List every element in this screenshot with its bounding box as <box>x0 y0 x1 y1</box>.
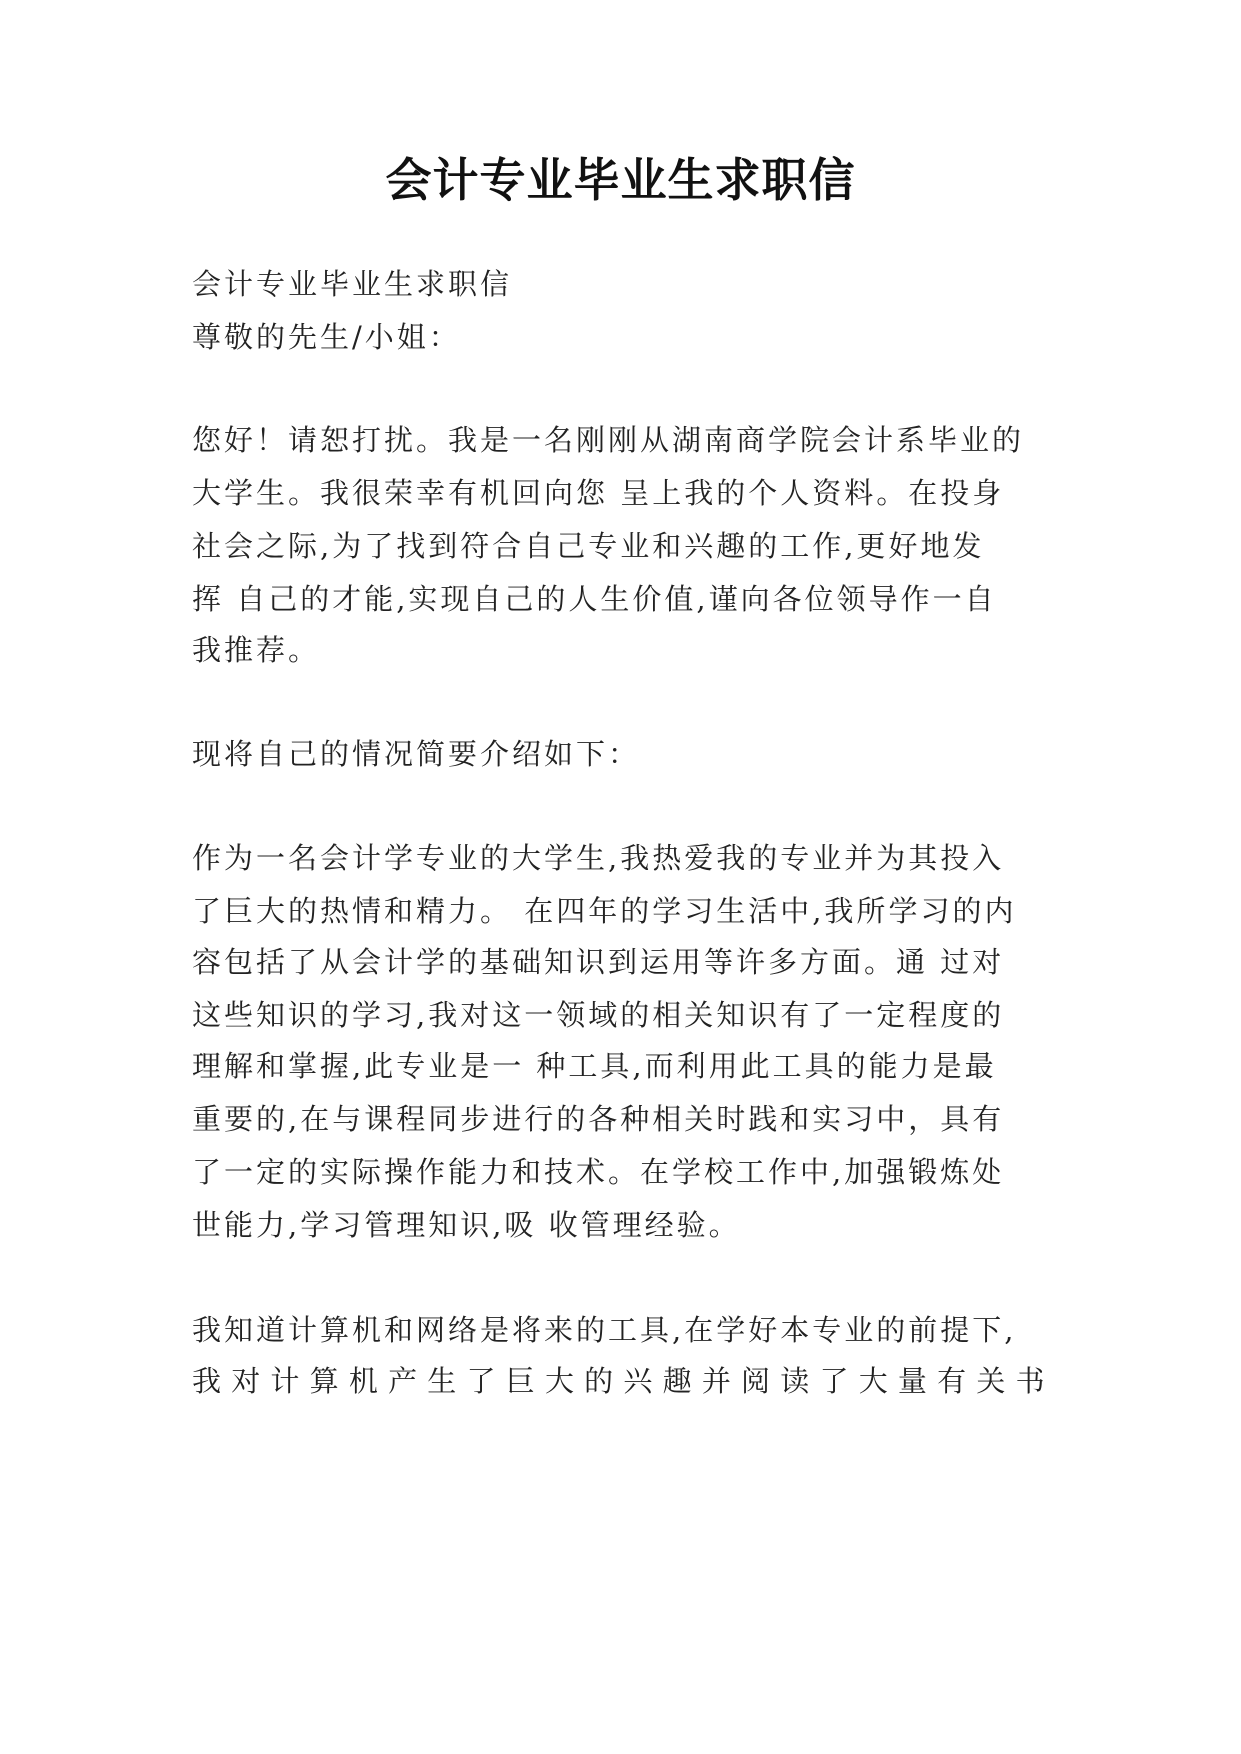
paragraph-4-line: 我 对 计 算 机 产 生 了 巨 大 的 兴 趣 并 阅 读 了 大 量 有 关 书 <box>192 1364 1046 1398</box>
paragraph-3-line: 了巨大的热情和精力。 在四年的学习生活中,我所学习的内 <box>192 894 1017 928</box>
paragraph-3-line: 容包括了从会计学的基础知识到运用等许多方面。通 过对 <box>192 945 1005 979</box>
paragraph-1-line: 社会之际,为了找到符合自己专业和兴趣的工作,更好地发 <box>192 529 985 563</box>
paragraph-1-line: 挥 自己的才能,实现自己的人生价值,谨向各位领导作一自 <box>192 582 997 616</box>
paragraph-3-line: 作为一名会计学专业的大学生,我热爱我的专业并为其投入 <box>192 841 1005 875</box>
paragraph-1-line: 大学生。我很荣幸有机回向您 呈上我的个人资料。在投身 <box>192 476 1005 510</box>
paragraph-3-line: 了一定的实际操作能力和技术。在学校工作中,加强锻炼处 <box>192 1155 1005 1189</box>
document-subtitle: 会计专业毕业生求职信 <box>192 267 513 301</box>
paragraph-1-line: 我推荐。 <box>192 633 321 667</box>
salutation: 尊敬的先生/小姐： <box>192 320 461 354</box>
document-title: 会计专业毕业生求职信 <box>385 153 856 207</box>
paragraph-2-line: 现将自己的情况简要介绍如下： <box>192 737 641 771</box>
paragraph-1-line: 您好！请恕打扰。我是一名刚刚从湖南商学院会计系毕业的 <box>192 423 1025 457</box>
paragraph-3-line: 这些知识的学习,我对这一领域的相关知识有了一定程度的 <box>192 998 1005 1032</box>
paragraph-3-line: 世能力,学习管理知识,吸 收管理经验。 <box>192 1208 741 1242</box>
paragraph-4-line: 我知道计算机和网络是将来的工具,在学好本专业的前提下, <box>192 1313 1017 1347</box>
paragraph-3-line: 理解和掌握,此专业是一 种工具,而利用此工具的能力是最 <box>192 1049 997 1083</box>
paragraph-3-line: 重要的,在与课程同步进行的各种相关时践和实习中，具有 <box>192 1102 1005 1136</box>
